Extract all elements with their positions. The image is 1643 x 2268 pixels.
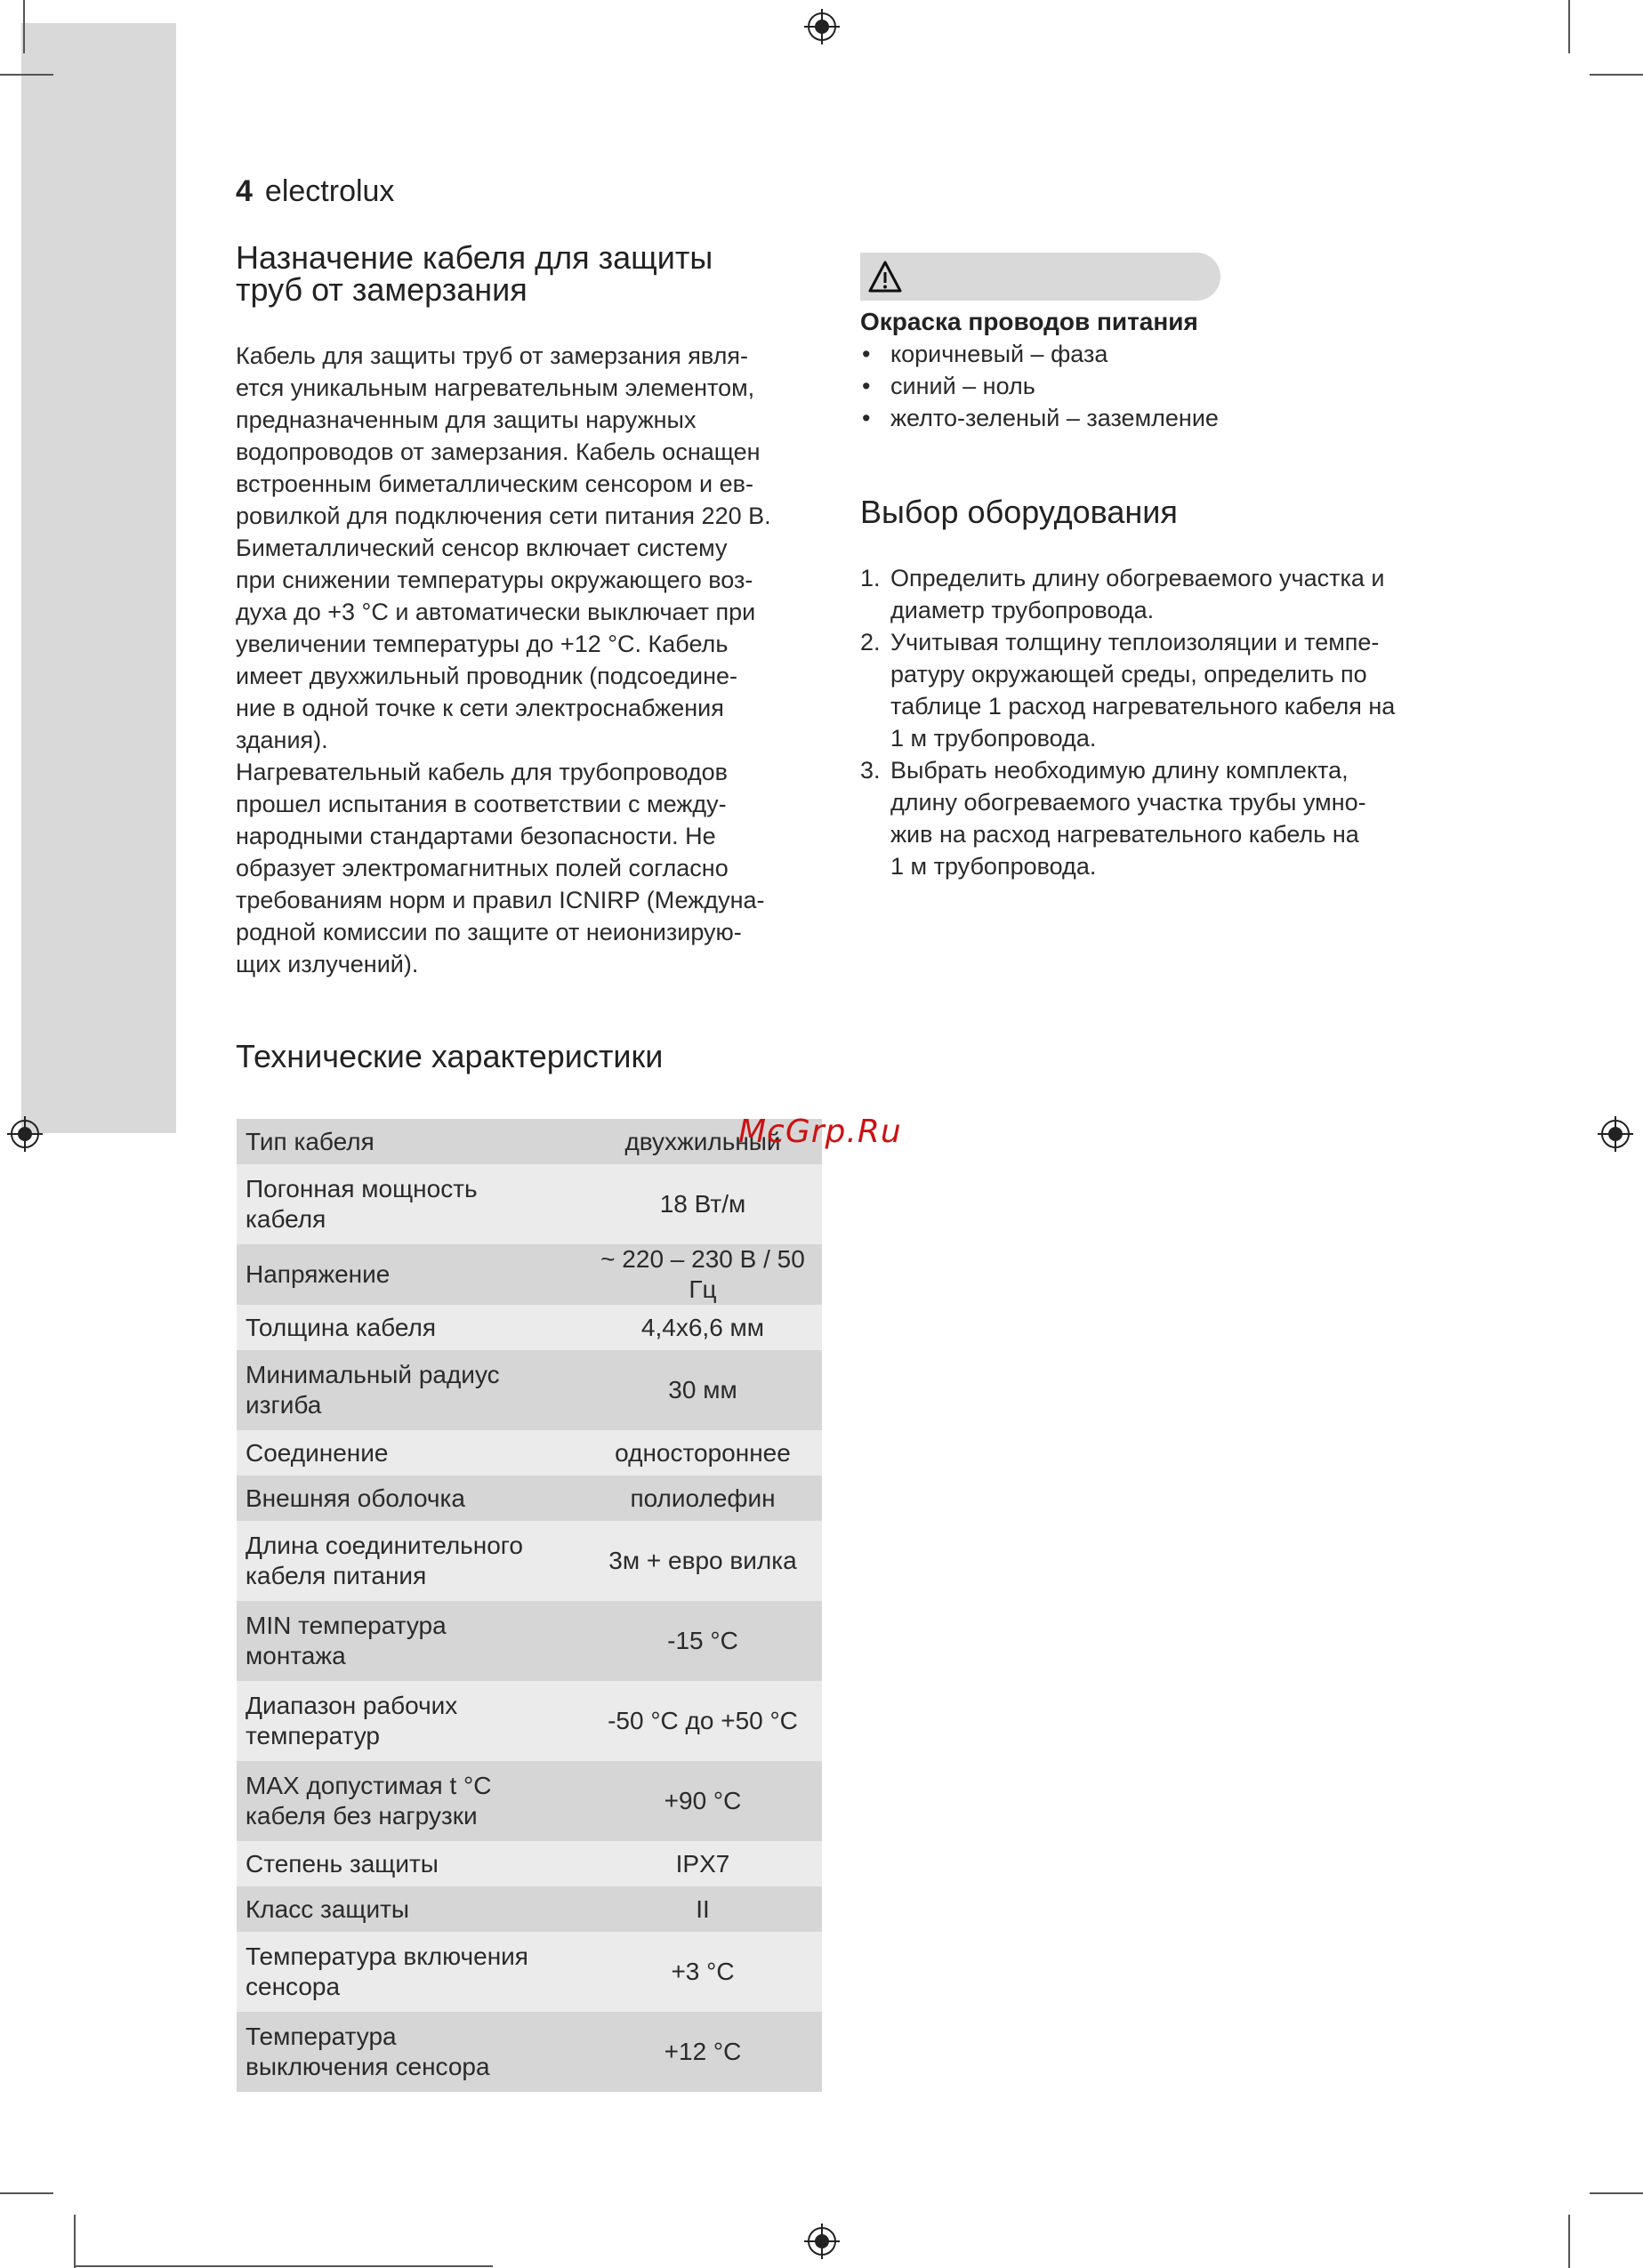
step-number: 1. xyxy=(860,565,881,591)
spec-label xyxy=(237,1761,584,1841)
table-row xyxy=(237,1932,822,2012)
spec-value: 4,4х6,6 мм xyxy=(640,1313,765,1341)
crop-mark xyxy=(1590,2192,1643,2194)
page-side-band xyxy=(21,23,176,1133)
text-line: Диапазон рабочих xyxy=(246,1692,458,1719)
text-line: народными стандартами безопасности. Не xyxy=(236,823,716,849)
table-row xyxy=(237,2012,822,2092)
text-line: Кабель для защиты труб от замерзания явля- xyxy=(236,342,748,369)
text-line: имеет двухжильный проводник (подсоедине- xyxy=(236,663,737,689)
text-line: кабеля xyxy=(246,1205,326,1233)
intro-title xyxy=(236,239,713,308)
intro-paragraph-1 xyxy=(236,340,841,756)
spec-label xyxy=(237,1476,584,1521)
text-line: увеличении температуры до +12 °С. Кабель xyxy=(236,631,729,657)
crop-mark xyxy=(74,2215,76,2268)
wire-color-list xyxy=(860,338,1219,434)
specs-title: Технические характеристики xyxy=(236,1038,664,1074)
step-number: 2. xyxy=(860,629,881,655)
text-line: сенсора xyxy=(246,1973,341,2000)
text-line: Длина соединительного xyxy=(246,1532,523,1559)
selection-steps xyxy=(860,562,1465,882)
text-line: 1 м трубопровода. xyxy=(890,725,1097,752)
spec-label xyxy=(237,1164,584,1244)
crop-mark xyxy=(75,2265,493,2267)
text-line: Напряжение xyxy=(246,1260,391,1288)
spec-value: +90 °C xyxy=(664,1787,742,1814)
intro-title-line: Назначение кабеля для защиты xyxy=(236,239,713,276)
registration-mark-icon xyxy=(7,1116,43,1152)
crop-mark xyxy=(23,0,25,53)
text-line: предназначенным для защиты наружных xyxy=(236,406,697,433)
spec-label xyxy=(237,1601,584,1681)
spec-value: полиолефин xyxy=(630,1484,776,1512)
text-line: при снижении температуры окружающего воз- xyxy=(236,567,753,593)
specs-table xyxy=(237,1119,822,2092)
text-line: MAX допустимая t °C xyxy=(246,1772,492,1799)
spec-value: IPX7 xyxy=(675,1849,730,1878)
text-line: Внешняя оболочка xyxy=(246,1484,465,1512)
spec-value: -15 °C xyxy=(667,1627,738,1654)
list-item: • желто-зеленый – заземление xyxy=(860,402,1219,434)
table-row xyxy=(237,1305,822,1350)
table-row xyxy=(237,1350,822,1430)
text-line: жив на расход нагревательного кабель на xyxy=(890,821,1359,848)
table-row xyxy=(237,1841,822,1886)
spec-value: ~ 220 – 230 В / 50 Гц xyxy=(600,1245,805,1303)
spec-label xyxy=(237,1119,584,1164)
crop-mark xyxy=(1568,2215,1570,2268)
text-line: изгиба xyxy=(246,1391,322,1419)
text-line: родной комиссии по защите от неионизирую- xyxy=(236,919,742,945)
table-row xyxy=(237,1886,822,1932)
text-line: 1 м трубопровода. xyxy=(890,853,1097,880)
watermark-text: McGrp.Ru xyxy=(738,1114,902,1150)
text-line: Нагревательный кабель для трубопроводов xyxy=(236,759,729,785)
table-row xyxy=(237,1476,822,1521)
text-line: ратуру окружающей среды, определить по xyxy=(890,661,1367,688)
brand-name: electrolux xyxy=(264,174,395,208)
table-row xyxy=(237,1521,822,1601)
step-item xyxy=(860,626,1465,754)
text-line: Минимальный радиус xyxy=(246,1361,500,1388)
spec-label xyxy=(237,1932,584,2012)
text-line: ется уникальным нагревательным элементом, xyxy=(236,374,755,401)
spec-label xyxy=(237,1886,584,1932)
spec-label xyxy=(237,1681,584,1761)
text-line: температур xyxy=(246,1722,380,1749)
warning-triangle-icon xyxy=(867,260,903,294)
spec-value: -50 °C до +50 °C xyxy=(608,1707,798,1734)
step-number: 3. xyxy=(860,757,881,784)
text-line: здания). xyxy=(236,727,328,753)
text-line: выключения сенсора xyxy=(246,2053,490,2080)
text-line: щих излучений). xyxy=(236,951,419,977)
registration-mark-icon xyxy=(804,2224,840,2259)
text-line: Температура включения xyxy=(246,1942,528,1970)
text-line: длину обогреваемого участка трубы умно- xyxy=(890,789,1366,816)
spec-value: 30 мм xyxy=(668,1376,737,1403)
spec-value: двухжильный xyxy=(624,1127,781,1155)
spec-label xyxy=(237,1430,584,1476)
list-item: • синий – ноль xyxy=(860,370,1219,402)
spec-value: +3 °C xyxy=(671,1958,735,1985)
text-line: образует электромагнитных полей согласно xyxy=(236,855,729,881)
spec-label xyxy=(237,1305,584,1350)
crop-mark xyxy=(1590,74,1643,76)
spec-label xyxy=(237,1521,584,1601)
selection-title: Выбор оборудования xyxy=(860,494,1178,530)
text-line: Температура xyxy=(246,2023,397,2050)
text-line: ровилкой для подключения сети питания 220 В. xyxy=(236,503,771,529)
crop-mark xyxy=(0,74,53,76)
step-item xyxy=(860,562,1465,626)
text-line: Биметаллический сенсор включает систему xyxy=(236,535,728,561)
text-line: Степень защиты xyxy=(246,1849,439,1878)
intro-body xyxy=(236,340,841,980)
text-line: кабеля без нагрузки xyxy=(246,1802,478,1830)
table-row xyxy=(237,1430,822,1476)
registration-mark-icon xyxy=(804,9,840,44)
page-header xyxy=(236,174,394,209)
step-item xyxy=(860,754,1465,882)
spec-value: 3м + евро вилка xyxy=(608,1547,797,1574)
text-line: монтажа xyxy=(246,1642,346,1669)
text-line: духа до +3 °С и автоматически выключает при xyxy=(236,599,756,625)
spec-value: II xyxy=(696,1894,710,1923)
text-line: Выбрать необходимую длину комплекта, xyxy=(890,757,1349,784)
text-line: ние в одной точке к сети электроснабжения xyxy=(236,695,724,721)
crop-mark xyxy=(0,2192,53,2194)
table-row xyxy=(237,1681,822,1761)
text-line: Определить длину обогреваемого участка и xyxy=(890,565,1385,591)
spec-label xyxy=(237,1244,584,1305)
spec-label xyxy=(237,2012,584,2092)
intro-title-line: труб от замерзания xyxy=(236,271,528,308)
intro-paragraph-2 xyxy=(236,756,841,980)
spec-label xyxy=(237,1350,584,1430)
warning-title: Окраска проводов питания xyxy=(860,308,1198,335)
spec-value: одностороннее xyxy=(615,1438,791,1467)
spec-value: +12 °C xyxy=(664,2038,742,2065)
text-line: водопроводов от замерзания. Кабель оснащен xyxy=(236,438,761,465)
warning-banner xyxy=(860,253,1220,301)
text-line: Класс защиты xyxy=(246,1894,410,1923)
table-row xyxy=(237,1761,822,1841)
list-item: • коричневый – фаза xyxy=(860,338,1219,370)
text-line: Погонная мощность xyxy=(246,1175,478,1202)
table-row xyxy=(237,1164,822,1244)
spec-label xyxy=(237,1841,584,1886)
table-row xyxy=(237,1244,822,1305)
text-line: диаметр трубопровода. xyxy=(890,597,1155,623)
table-row xyxy=(237,1601,822,1681)
text-line: встроенным биметаллическим сенсором и ев- xyxy=(236,470,753,497)
text-line: Толщина кабеля xyxy=(246,1313,437,1341)
text-line: требованиям норм и правил ICNIRP (Междуна- xyxy=(236,887,765,913)
text-line: прошел испытания в соответствии с между- xyxy=(236,791,727,817)
text-line: Тип кабеля xyxy=(246,1127,375,1155)
text-line: MIN температура xyxy=(246,1612,447,1639)
text-line: кабеля питания xyxy=(246,1562,427,1589)
table-row xyxy=(237,1119,822,1164)
text-line: таблице 1 расход нагревательного кабеля на xyxy=(890,693,1396,720)
text-line: Соединение xyxy=(246,1438,389,1467)
crop-mark xyxy=(1568,0,1570,53)
page-number: 4 xyxy=(236,174,253,208)
registration-mark-icon xyxy=(1598,1116,1633,1152)
text-line: Учитывая толщину теплоизоляции и темпе- xyxy=(890,629,1380,655)
spec-value: 18 Вт/м xyxy=(659,1190,746,1218)
